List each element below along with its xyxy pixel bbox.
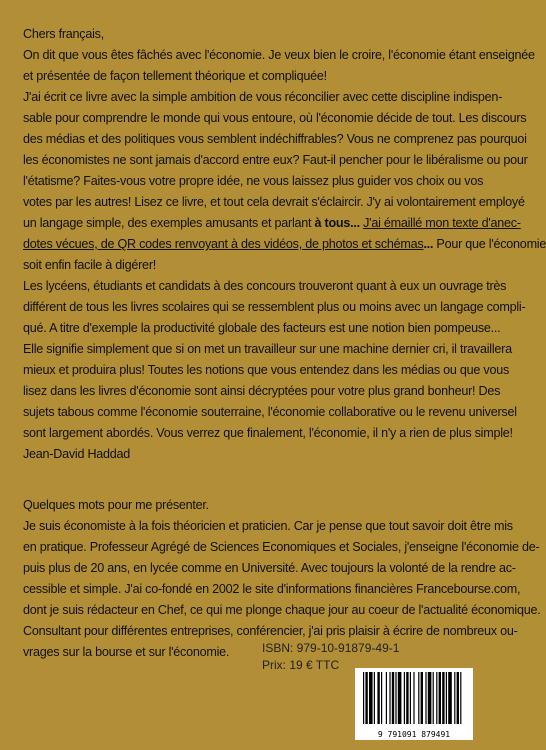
intro-heading: Quelques mots pour me présenter.: [23, 498, 209, 512]
intro-line: Je suis économiste à la fois théoricien et praticien. Car je pense que tout savoir doit être mis: [23, 519, 513, 533]
letter-line: soit enfin facile à digérer!: [23, 258, 157, 272]
intro-line: vrages sur la bourse et sur l'économie.: [23, 645, 230, 659]
letter-line-part: un langage simple, des exemples amusants et parlant: [23, 216, 315, 230]
barcode-bar: [386, 672, 387, 724]
letter-line: mieux et produira plus! Toutes les notions que vous entendez dans les médias ou que vous: [23, 363, 510, 377]
barcode-bar: [398, 672, 402, 724]
intro-line: Consultant pour différentes entreprises, conférencier, j'ai pris plaisir à écrire de nombreux ou-: [23, 624, 518, 638]
isbn-text: ISBN: 979-10-91879-49-1: [262, 641, 400, 655]
barcode-bar: [374, 672, 375, 724]
letter-line: sont largement abordés. Vous verrez que finalement, l'économie, il n'y a rien de plus simple!: [23, 426, 513, 440]
barcode-bar: [448, 672, 452, 724]
intro-line: en pratique. Professeur Agrégé de Sciences Economiques et Sociales, j'enseigne l'économie de-: [23, 540, 540, 554]
barcode-bar: [410, 672, 411, 724]
barcode-bar: [406, 672, 408, 724]
letter-line: lisez dans les livres d'économie sont ainsi décryptées pour votre plus grand bonheur! Des: [23, 384, 501, 398]
barcode-bar: [428, 672, 432, 724]
barcode: [355, 668, 473, 740]
intro-line: dont je suis rédacteur en Chef, ce qui me plonge chaque jour au coeur de l'actualité économique.: [23, 603, 541, 617]
emphasis-text: ...: [423, 237, 434, 251]
barcode-bar: [457, 672, 459, 724]
intro-line: cessible et simple. J'ai co-fondé en 2002 le site d'informations financières Francebourse.com,: [23, 582, 521, 596]
barcode-bar: [454, 672, 455, 724]
letter-line: [23, 213, 521, 234]
letter-line: différent de tous les livres scolaires qui se ressemblent plus ou moins avec un langage compli-: [23, 300, 526, 314]
barcode-bar: [442, 672, 444, 724]
barcode-bar: [413, 672, 414, 724]
letter-line: votes par les autres! Lisez ce livre, et tout cela devrait s'éclaircir. J'y ai volontairement employé: [23, 195, 525, 209]
letter-line: sujets tabous comme l'économie souterraine, l'économie collaborative ou le revenu universel: [23, 405, 517, 419]
letter-line: Chers français,: [23, 27, 104, 41]
underlined-text: dotes vécues, de QR codes renvoyant à des vidéos, de photos et schémas: [23, 237, 424, 251]
letter-line: Les lycéens, étudiants et candidats à des concours trouveront quant à eux un ouvrage très: [23, 279, 507, 293]
barcode-bar: [363, 672, 364, 724]
barcode-bars: [355, 668, 473, 728]
barcode-bar: [377, 672, 379, 724]
letter-text: [23, 24, 546, 465]
barcode-bar: [421, 672, 423, 724]
letter-line-part: Pour que l'économie: [433, 237, 546, 251]
barcode-bar: [395, 672, 396, 724]
barcode-digits: 9 791091 879491: [377, 730, 451, 739]
letter-line: des médias et des politiques vous semblent indéchiffrables? Vous ne comprenez pas pourquoi: [23, 132, 527, 146]
intro-line: puis plus de 20 ans, en lycée comme en Université. Avec toujours la volonté de la rendre ac-: [23, 561, 516, 575]
author-signature: Jean-David Haddad: [23, 447, 131, 461]
barcode-bar: [365, 672, 367, 724]
letter-line: On dit que vous êtes fâchés avec l'économie. Je veux bien le croire, l'économie étant enseignée: [23, 48, 535, 62]
barcode-bar: [389, 672, 390, 724]
underlined-text: J'ai émaillé mon texte d'anec-: [363, 216, 521, 230]
letter-line: J'ai écrit ce livre avec la simple ambition de vous réconcilier avec cette discipline indispen-: [23, 90, 503, 104]
emphasis-text: à tous...: [314, 216, 360, 230]
letter-line: les économistes ne sont jamais d'accord entre eux? Faut-il pencher pour le libéralisme ou pour: [23, 153, 528, 167]
barcode-bar: [418, 672, 419, 724]
barcode-bar: [381, 672, 382, 724]
author-intro: [23, 495, 541, 663]
barcode-bar: [436, 672, 437, 724]
price-text: Prix: 19 € TTC: [262, 658, 340, 672]
letter-line: et présentée de façon tellement théorique et compliquée!: [23, 69, 327, 83]
barcode-bar: [369, 672, 373, 724]
barcode-bar: [446, 672, 447, 724]
letter-line: qué. A titre d'exemple la productivité globale des facteurs est une notion bien pompeuse...: [23, 321, 501, 335]
barcode-bar: [425, 672, 426, 724]
barcode-bar: [392, 672, 394, 724]
letter-line: sable pour comprendre le monde qui vous entoure, où l'économie décide de tout. Les discours: [23, 111, 527, 125]
letter-line: [23, 234, 546, 255]
barcode-bar: [433, 672, 434, 724]
barcode-bar: [404, 672, 405, 724]
letter-line: Elle signifie simplement que si on met un travailleur sur une machine dernier cri, il travaillera: [23, 342, 512, 356]
letter-line: l'étatisme? Faites-vous votre propre idée, ne vous laissez plus guider vos choix ou vos: [23, 174, 484, 188]
barcode-bar: [439, 672, 441, 724]
barcode-bar: [460, 672, 461, 724]
